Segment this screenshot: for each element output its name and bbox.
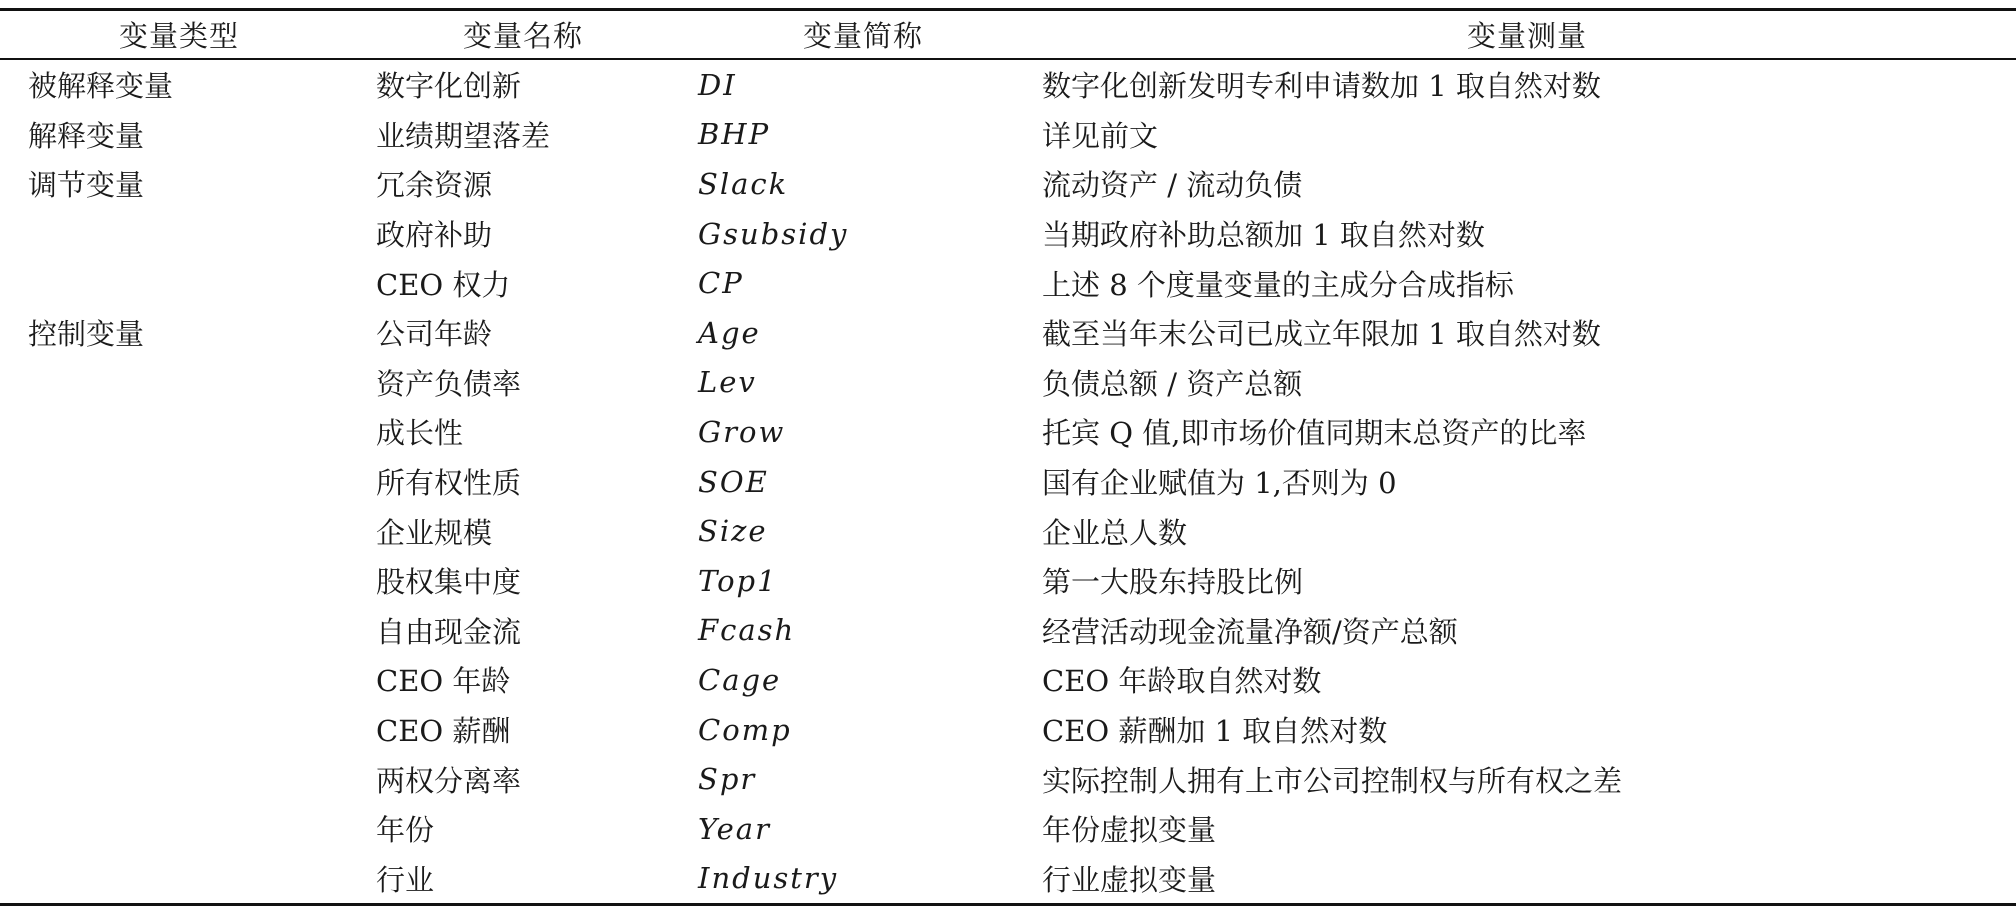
cell-variable-type [0,407,358,457]
cell-variable-name: 两权分离率 [376,763,522,798]
table-row [0,754,2016,804]
cell-variable-type [0,655,358,705]
cell-variable-name: CEO 年龄 [376,664,511,699]
cell-variable-measurement: 企业总人数 [1042,515,1188,550]
cell-variable-name: CEO 薪酬 [376,714,511,749]
cell-variable-name: 股权集中度 [376,565,522,600]
cell-variable-name: 企业规模 [376,515,493,550]
header-variable-name: 变量名称 [462,19,583,53]
table-row [0,556,2016,606]
cell-variable-type [0,854,358,905]
header-variable-measurement: 变量测量 [1466,19,1587,53]
cell-variable-abbreviation: Grow [698,414,786,449]
cell-variable-abbreviation: Age [698,315,761,350]
header-variable-abbreviation: 变量简称 [802,19,923,53]
cell-variable-name: 年份 [376,813,435,848]
table-row [0,407,2016,457]
table-row [0,854,2016,905]
cell-variable-type [0,606,358,656]
cell-variable-type [0,258,358,308]
cell-variable-name: 自由现金流 [376,614,522,649]
cell-variable-name: 政府补助 [376,218,493,253]
cell-variable-measurement: 流动资产 / 流动负债 [1042,168,1303,203]
cell-variable-name: 业绩期望落差 [376,118,551,153]
table-row [0,705,2016,755]
cell-variable-abbreviation: Cage [698,662,782,697]
table-body [0,59,2016,905]
table-row [0,358,2016,408]
cell-variable-type [0,457,358,507]
cell-variable-abbreviation: BHP [698,117,771,152]
cell-variable-type: 解释变量 [28,118,145,153]
cell-variable-name: 成长性 [376,416,464,451]
cell-variable-measurement: CEO 年龄取自然对数 [1042,664,1322,699]
cell-variable-name: 资产负债率 [376,366,522,401]
cell-variable-type: 调节变量 [28,168,145,203]
cell-variable-measurement: 实际控制人拥有上市公司控制权与所有权之差 [1042,763,1623,798]
table-row [0,457,2016,507]
cell-variable-abbreviation: Comp [698,712,792,747]
cell-variable-type [0,705,358,755]
table-row [0,506,2016,556]
cell-variable-abbreviation: SOE [698,464,769,499]
cell-variable-measurement: 当期政府补助总额加 1 取自然对数 [1042,218,1485,253]
cell-variable-abbreviation: Size [698,514,768,549]
table-row [0,655,2016,705]
cell-variable-name: 公司年龄 [376,317,493,352]
cell-variable-measurement: 托宾 Q 值,即市场价值同期末总资产的比率 [1042,416,1587,451]
cell-variable-name: 行业 [376,862,435,897]
table-row [0,110,2016,160]
cell-variable-name: 冗余资源 [376,168,493,203]
table-header [0,10,2016,60]
cell-variable-measurement: 详见前文 [1042,118,1159,153]
cell-variable-type [0,754,358,804]
cell-variable-abbreviation: Slack [698,166,789,201]
header-row [0,10,2016,60]
cell-variable-abbreviation: Industry [698,861,839,896]
header-variable-type: 变量类型 [118,19,239,53]
cell-variable-measurement: 截至当年末公司已成立年限加 1 取自然对数 [1042,317,1601,352]
cell-variable-measurement: 经营活动现金流量净额/资产总额 [1042,614,1458,649]
cell-variable-type [0,209,358,259]
cell-variable-type [0,358,358,408]
cell-variable-type: 控制变量 [28,317,145,352]
cell-variable-abbreviation: Gsubsidy [698,216,849,251]
cell-variable-measurement: 国有企业赋值为 1,否则为 0 [1042,466,1397,501]
cell-variable-abbreviation: Lev [698,365,757,400]
cell-variable-measurement: 年份虚拟变量 [1042,813,1217,848]
cell-variable-name: 数字化创新 [376,69,522,104]
cell-variable-type [0,804,358,854]
table-row [0,59,2016,110]
cell-variable-measurement: 第一大股东持股比例 [1042,565,1304,600]
table-row [0,159,2016,209]
cell-variable-abbreviation: DI [698,67,737,102]
cell-variable-measurement: 负债总额 / 资产总额 [1042,366,1303,401]
cell-variable-type [0,556,358,606]
table-row [0,606,2016,656]
variable-definition-table [0,8,2016,906]
table-row [0,804,2016,854]
cell-variable-measurement: 行业虚拟变量 [1042,862,1217,897]
cell-variable-name: CEO 权力 [376,267,511,302]
cell-variable-measurement: 上述 8 个度量变量的主成分合成指标 [1042,267,1514,302]
cell-variable-type [0,506,358,556]
cell-variable-abbreviation: Top1 [698,563,778,598]
cell-variable-abbreviation: Fcash [698,613,796,648]
cell-variable-name: 所有权性质 [376,466,522,501]
cell-variable-measurement: CEO 薪酬加 1 取自然对数 [1042,714,1388,749]
cell-variable-abbreviation: CP [698,266,744,301]
cell-variable-abbreviation: Spr [698,762,757,797]
table-row [0,209,2016,259]
cell-variable-type: 被解释变量 [28,69,174,104]
cell-variable-measurement: 数字化创新发明专利申请数加 1 取自然对数 [1042,69,1601,104]
table-row [0,308,2016,358]
table-row [0,258,2016,308]
cell-variable-abbreviation: Year [698,811,771,846]
